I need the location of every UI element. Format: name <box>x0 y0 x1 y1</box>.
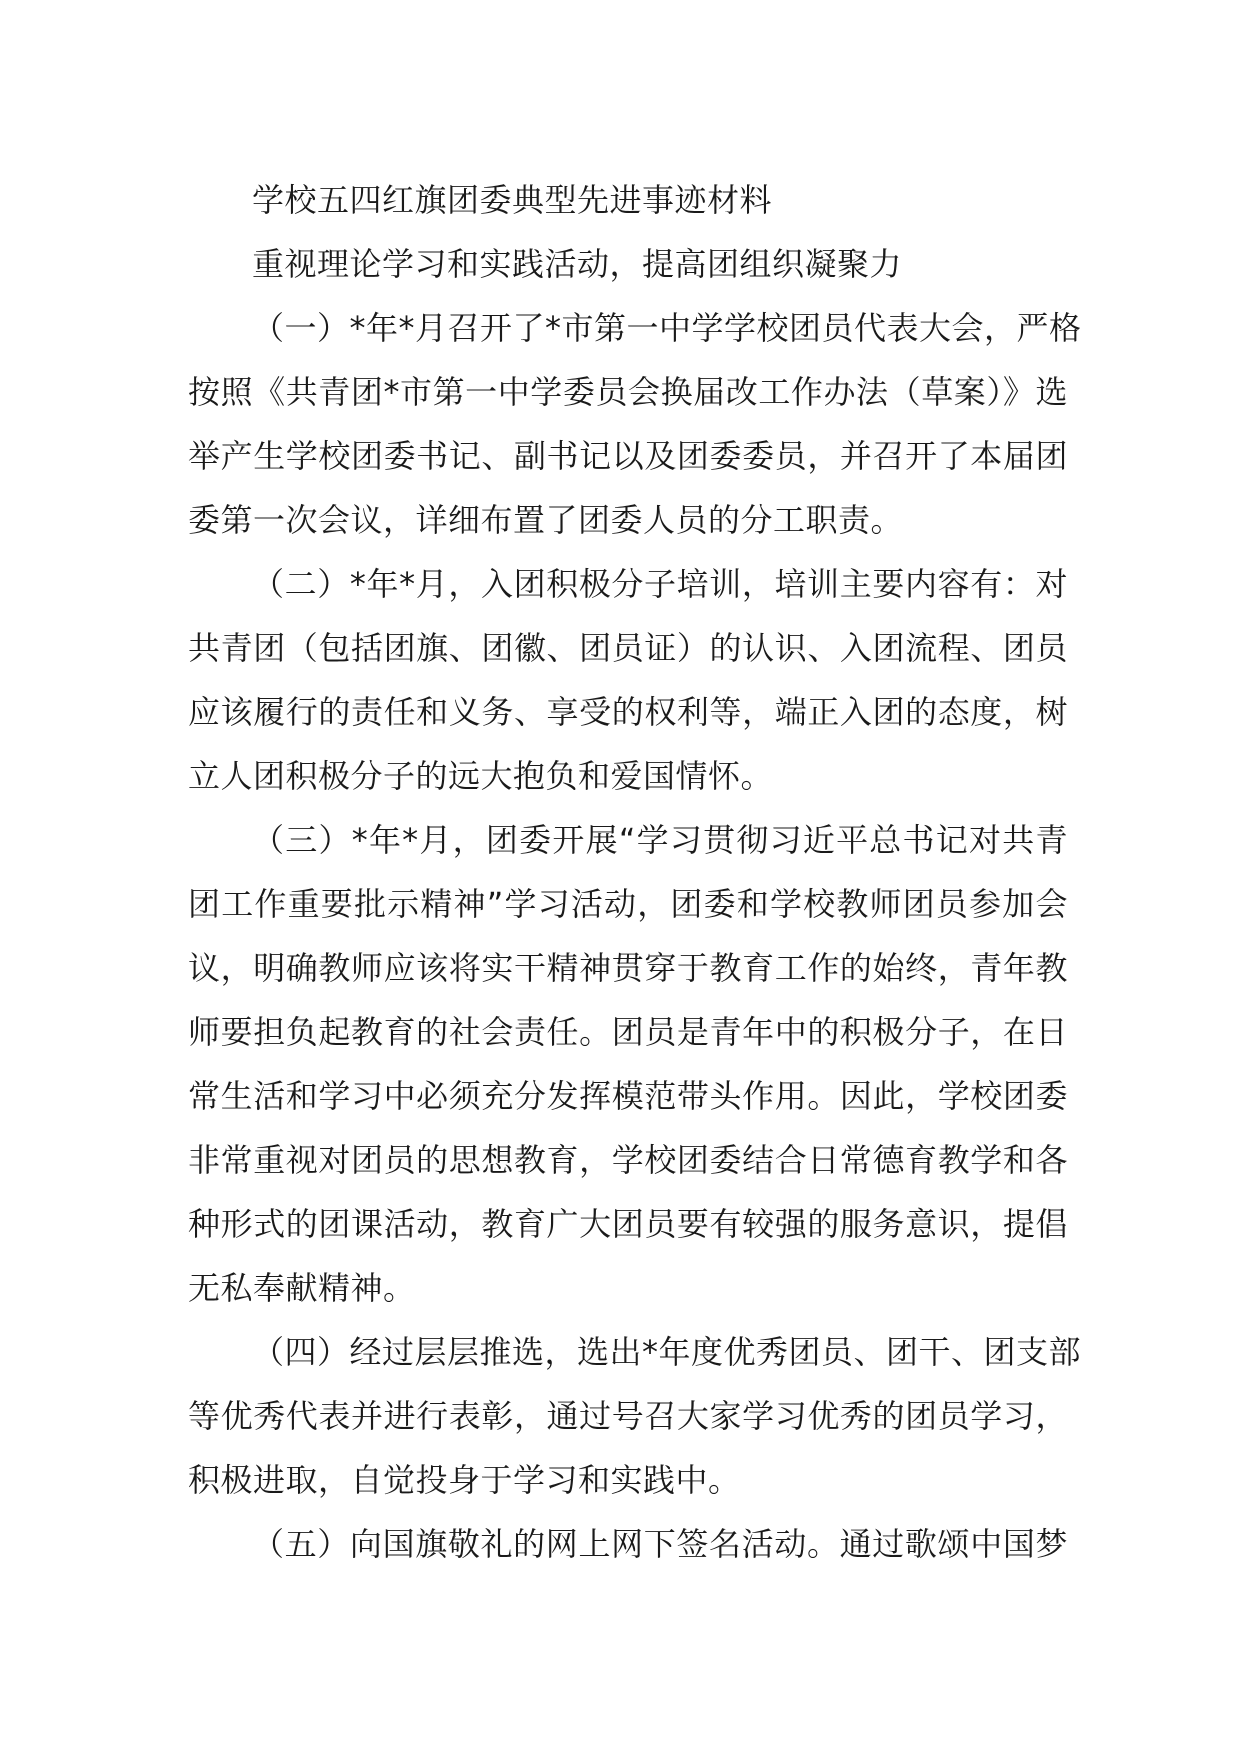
paragraph-line: （三）*年*月，团委开展“学习贯彻习近平总书记对共青 <box>252 821 1068 859</box>
paragraph-line: 等优秀代表并进行表彰，通过号召大家学习优秀的团员学习， <box>188 1397 1068 1435</box>
paragraph-line: （五）向国旗敬礼的网上网下签名活动。通过歌颂中国梦 <box>252 1525 1068 1563</box>
title-line: 学校五四红旗团委典型先进事迹材料 <box>252 181 773 219</box>
paragraph-line: 共青团（包括团旗、团徽、团员证）的认识、入团流程、团员 <box>188 629 1068 667</box>
paragraph-line: 议，明确教师应该将实干精神贯穿于教育工作的始终，青年教 <box>188 949 1068 987</box>
paragraph-line: （二）*年*月，入团积极分子培训，培训主要内容有：对 <box>252 565 1068 603</box>
paragraph-line: 按照《共青团*市第一中学委员会换届改工作办法（草案）》选 <box>188 373 1068 411</box>
paragraph-3 <box>188 808 1068 1320</box>
paragraph-line: 团工作重要批示精神”学习活动，团委和学校教师团员参加会 <box>188 885 1068 923</box>
paragraph-line: （四）经过层层推选，选出*年度优秀团员、团干、团支部 <box>252 1333 1082 1371</box>
paragraph-line: 无私奉献精神。 <box>188 1269 416 1307</box>
paragraph-line: 种形式的团课活动，教育广大团员要有较强的服务意识，提倡 <box>188 1205 1068 1243</box>
document-subtitle <box>188 232 1068 296</box>
paragraph-line: 常生活和学习中必须充分发挥模范带头作用。因此，学校团委 <box>188 1077 1068 1115</box>
paragraph-line: 非常重视对团员的思想教育，学校团委结合日常德育教学和各 <box>188 1141 1068 1179</box>
paragraph-line: 积极进取，自觉投身于学习和实践中。 <box>188 1461 741 1499</box>
paragraph-2 <box>188 552 1068 808</box>
paragraph-line: 师要担负起教育的社会责任。团员是青年中的积极分子，在日 <box>188 1013 1068 1051</box>
paragraph-line: 应该履行的责任和义务、享受的权利等，端正入团的态度，树 <box>188 693 1068 731</box>
paragraph-line: 举产生学校团委书记、副书记以及团委委员，并召开了本届团 <box>188 437 1068 475</box>
paragraph-line: 委第一次会议，详细布置了团委人员的分工职责。 <box>188 501 904 539</box>
paragraph-4 <box>188 1320 1082 1512</box>
paragraph-line: 立人团积极分子的远大抱负和爱国情怀。 <box>188 757 774 795</box>
subtitle-line: 重视理论学习和实践活动，提高团组织凝聚力 <box>252 245 903 283</box>
document-body <box>188 168 1082 1576</box>
paragraph-5 <box>188 1512 1068 1576</box>
document-title <box>188 168 1068 232</box>
paragraph-line: （一）*年*月召开了*市第一中学学校团员代表大会，严格 <box>252 309 1082 347</box>
paragraph-1 <box>188 296 1082 552</box>
